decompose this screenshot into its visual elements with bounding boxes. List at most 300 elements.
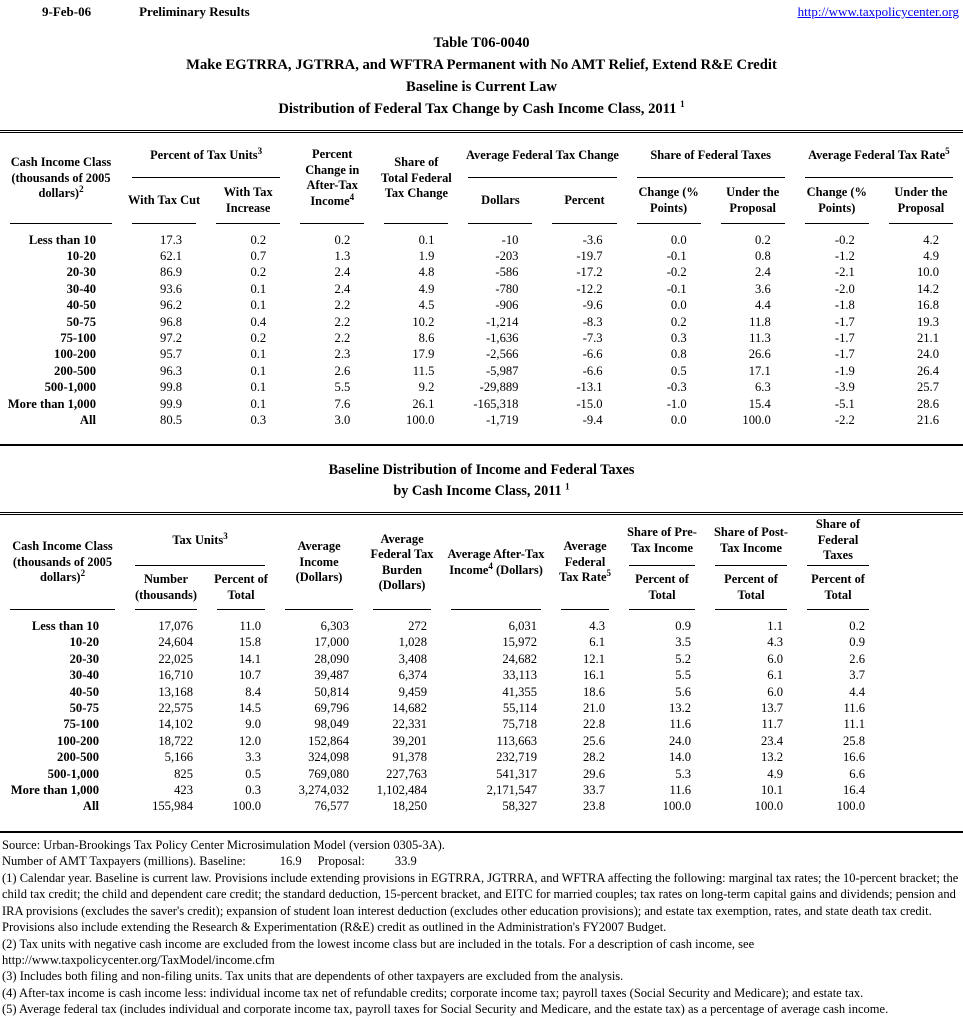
- table-cell: 0.2: [755, 232, 771, 247]
- table-cell: 100.0: [836, 799, 866, 814]
- table-row: [0, 297, 963, 313]
- table-cell: 25.7: [916, 380, 939, 395]
- table-cell: -1.0: [666, 396, 687, 411]
- table-cell: 12.0: [238, 733, 262, 748]
- col-group-share-fed-taxes-2: Share of Federal Taxes: [797, 514, 879, 566]
- table-cell: 6.0: [767, 651, 784, 666]
- table-cell: 0.0: [670, 412, 687, 427]
- table-cell: -19.7: [576, 248, 603, 263]
- baseline-distribution-title: Baseline Distribution of Income and Federal Taxes: [328, 462, 635, 479]
- col-percent-of-total-post: Percent of Total: [705, 566, 797, 610]
- table-cell: 22,025: [158, 651, 193, 666]
- table-cell: 0.9: [675, 618, 692, 633]
- row-label: 100-200: [57, 733, 99, 748]
- table-cell: 0.1: [250, 347, 267, 362]
- table-cell: 26.4: [916, 363, 939, 378]
- table-cell: 272: [408, 618, 428, 633]
- table-cell: 5,166: [164, 750, 193, 765]
- site-link[interactable]: http://www.taxpolicycenter.org: [797, 4, 959, 19]
- col-percent-of-total-fed: Percent of Total: [797, 566, 879, 610]
- table-cell: 0.5: [245, 766, 262, 781]
- table-cell: 5.3: [675, 766, 692, 781]
- table-cell: -1.9: [834, 363, 855, 378]
- baseline-table-header: [0, 514, 963, 610]
- table-cell: -7.3: [582, 330, 603, 345]
- table-cell: -5,987: [485, 363, 519, 378]
- col-group-share-pre-tax-income: Share of Pre-Tax Income: [619, 514, 705, 566]
- footnotes-section: [0, 837, 963, 1018]
- table-cell: 16.4: [842, 782, 866, 797]
- table-row: [0, 346, 963, 362]
- table-cell: 0.8: [670, 347, 687, 362]
- table-cell: 324,098: [308, 750, 350, 765]
- table-cell: 23.4: [760, 733, 784, 748]
- table-row: [0, 766, 963, 782]
- table-cell: 100.0: [232, 799, 262, 814]
- table-cell: 11.5: [412, 363, 435, 378]
- table-cell: 22,331: [392, 717, 428, 732]
- table-cell: 17.9: [412, 347, 435, 362]
- table-cell: 96.8: [160, 314, 183, 329]
- table-cell: 4.3: [589, 618, 606, 633]
- col-with-tax-increase: With Tax Increase: [206, 178, 290, 224]
- table-cell: -29,889: [479, 380, 519, 395]
- table-cell: -6.6: [582, 363, 603, 378]
- table-row: [0, 667, 963, 683]
- table-cell: 100.0: [754, 799, 784, 814]
- table-cell: 14.0: [668, 750, 692, 765]
- table-cell: 152,864: [308, 733, 350, 748]
- table-cell: 96.3: [160, 363, 183, 378]
- table-cell: 10.1: [760, 782, 784, 797]
- table-cell: 99.9: [160, 396, 183, 411]
- amt-proposal-value: 33.9: [394, 854, 417, 869]
- row-label: 500-1,000: [44, 380, 96, 395]
- table-cell: 9,459: [398, 684, 428, 699]
- table-row: [0, 782, 963, 798]
- col-group-avg-fed-tax-change: Average Federal Tax Change: [458, 132, 626, 178]
- table-cell: 3.3: [245, 750, 262, 765]
- source-note: Source: Urban-Brookings Tax Policy Center Microsimulation Model (version 0305-3A).: [2, 837, 445, 852]
- table-cell: 2.6: [849, 651, 866, 666]
- row-label: 200-500: [54, 363, 96, 378]
- table-cell: 15.8: [238, 635, 262, 650]
- row-label: All: [79, 412, 96, 427]
- table2-title-block: [0, 460, 963, 502]
- table-cell: 98,049: [314, 717, 350, 732]
- table-row: [0, 412, 963, 445]
- table-cell: 19.3: [916, 314, 939, 329]
- row-label: 100-200: [54, 347, 96, 362]
- table-cell: 18,250: [392, 799, 428, 814]
- table-cell: 6,031: [508, 618, 538, 633]
- table-cell: 55,114: [502, 700, 538, 715]
- table-cell: 12.1: [582, 651, 606, 666]
- row-label: 75-100: [63, 717, 99, 732]
- table-cell: 76,577: [314, 799, 350, 814]
- table-cell: -780: [495, 281, 519, 296]
- table-cell: -1.7: [834, 314, 855, 329]
- table-cell: 24.0: [668, 733, 692, 748]
- table-cell: -0.1: [666, 248, 687, 263]
- amt-label: Number of AMT Taxpayers (millions). Baseline:: [2, 854, 246, 869]
- table-cell: 2.2: [334, 330, 351, 345]
- table-cell: 11.8: [749, 314, 771, 329]
- row-label: 40-50: [69, 684, 99, 699]
- footnote-2: (2) Tax units with negative cash income are excluded from the lowest income class but are included in the totals. For a description of cash income, see: [2, 936, 755, 951]
- table-cell: 13.2: [760, 750, 784, 765]
- baseline-table-body: [0, 610, 963, 832]
- row-label: More than 1,000: [10, 782, 99, 797]
- col-cash-income-class-2: Cash Income Class (thousands of 2005 dollars)$^2$: [0, 514, 125, 610]
- table1-title-block: [0, 32, 963, 120]
- table-cell: 6.1: [589, 635, 606, 650]
- table-row: [0, 684, 963, 700]
- col-under-proposal-share: Under the Proposal: [711, 178, 795, 224]
- table-cell: 0.2: [250, 330, 267, 345]
- table-cell: 13.7: [760, 700, 784, 715]
- table-cell: 11.7: [761, 717, 784, 732]
- table-cell: 17,000: [314, 635, 350, 650]
- table-row: [0, 314, 963, 330]
- table-cell: 6.1: [767, 668, 784, 683]
- table-cell: 5.5: [675, 668, 692, 683]
- table-cell: 541,317: [496, 766, 538, 781]
- table-cell: 0.7: [250, 248, 267, 263]
- table-cell: 0.1: [250, 380, 267, 395]
- amt-baseline-value: 16.9: [279, 854, 302, 869]
- table-cell: 97.2: [160, 330, 183, 345]
- table-cell: 6.3: [755, 380, 771, 395]
- table-cell: 0.1: [250, 396, 267, 411]
- table-cell: 62.1: [160, 248, 183, 263]
- col-group-percent-tax-units: Percent of Tax Units$^3$: [122, 132, 290, 178]
- table-cell: 11.6: [669, 782, 692, 797]
- table-cell: -1.8: [834, 298, 855, 313]
- col-avg-fed-tax-rate: Average Federal Tax Rate$^5$: [551, 514, 619, 610]
- table-cell: -3.9: [834, 380, 855, 395]
- table-cell: 4.5: [418, 298, 435, 313]
- table-cell: 13,168: [158, 684, 193, 699]
- table-cell: 28.6: [916, 396, 939, 411]
- col-under-proposal-rate: Under the Proposal: [879, 178, 963, 224]
- row-label: 30-40: [69, 668, 99, 683]
- table-row: [0, 651, 963, 667]
- table-cell: 4.8: [418, 265, 435, 280]
- row-label: 50-75: [66, 314, 96, 329]
- table-cell: 0.8: [755, 248, 771, 263]
- table-cell: 5.5: [334, 380, 351, 395]
- table-cell: 11.6: [843, 700, 866, 715]
- col-average-income: Average Income (Dollars): [275, 514, 363, 610]
- table-row: [0, 330, 963, 346]
- table-cell: 11.6: [669, 717, 692, 732]
- table-cell: -3.6: [582, 232, 603, 247]
- table-cell: 39,487: [314, 668, 350, 683]
- table-cell: 0.3: [245, 782, 262, 797]
- table-cell: 33,113: [502, 668, 538, 683]
- table-cell: -9.4: [582, 412, 603, 427]
- table-cell: 14.1: [238, 651, 262, 666]
- table-cell: -12.2: [576, 281, 603, 296]
- table-cell: 11.1: [843, 717, 866, 732]
- table-cell: 39,201: [392, 733, 428, 748]
- table-cell: -6.6: [582, 347, 603, 362]
- table-cell: 13.2: [668, 700, 692, 715]
- table-cell: 3,408: [398, 651, 428, 666]
- table-cell: 2.6: [334, 363, 351, 378]
- table-row: [0, 363, 963, 379]
- table-row: [0, 248, 963, 264]
- table-cell: 100.0: [662, 799, 692, 814]
- tax-change-table-body: [0, 224, 963, 446]
- table-number-title: Table T06-0040: [433, 35, 530, 51]
- table-cell: -2,566: [485, 347, 519, 362]
- table-cell: 423: [174, 782, 193, 797]
- col-cash-income-class: Cash Income Class (thousands of 2005 dollars)$^2$: [0, 132, 122, 224]
- table-cell: 17,076: [158, 618, 193, 633]
- table-cell: 86.9: [160, 265, 183, 280]
- table-cell: 24,604: [158, 635, 193, 650]
- table-cell: 28,090: [314, 651, 350, 666]
- table-cell: 232,719: [496, 750, 538, 765]
- table-cell: 16.8: [916, 298, 939, 313]
- table-cell: -0.2: [834, 232, 855, 247]
- table-cell: 227,763: [386, 766, 428, 781]
- row-label: Less than 10: [28, 232, 96, 247]
- table-cell: 2.4: [334, 281, 351, 296]
- table-cell: 155,984: [152, 799, 193, 814]
- table-cell: 113,663: [496, 733, 538, 748]
- table-row: [0, 700, 963, 716]
- table-row: [0, 224, 963, 248]
- row-label: All: [82, 799, 99, 814]
- col-percent-of-total-pre: Percent of Total: [619, 566, 705, 610]
- table-cell: 93.6: [160, 281, 183, 296]
- page-header: [0, 0, 963, 20]
- table-cell: -13.1: [576, 380, 603, 395]
- table-cell: -1,719: [485, 412, 519, 427]
- table-cell: 18,722: [158, 733, 193, 748]
- table-cell: -17.2: [576, 265, 603, 280]
- table-cell: 1,028: [398, 635, 428, 650]
- row-label: 10-20: [69, 635, 99, 650]
- table-cell: 25.6: [582, 733, 606, 748]
- table-cell: 8.6: [418, 330, 435, 345]
- table-cell: 100.0: [406, 412, 435, 427]
- table-cell: 2.4: [755, 265, 771, 280]
- row-label: 10-20: [66, 248, 96, 263]
- table-cell: -2.0: [834, 281, 855, 296]
- table-cell: 58,327: [502, 799, 538, 814]
- table-cell: 23.8: [582, 799, 606, 814]
- table-cell: 10.0: [916, 265, 939, 280]
- table-cell: 10.2: [412, 314, 435, 329]
- table-cell: 16,710: [158, 668, 193, 683]
- status-label: Preliminary Results: [139, 4, 250, 19]
- table-cell: 33.7: [582, 782, 606, 797]
- table-cell: 3,274,032: [298, 782, 350, 797]
- table-row: [0, 281, 963, 297]
- table-cell: -906: [495, 298, 519, 313]
- table-cell: 25.8: [842, 733, 866, 748]
- table-cell: 4.9: [767, 766, 784, 781]
- table-cell: 0.3: [670, 330, 687, 345]
- col-share-total-fed-tax-change: Share of Total Federal Tax Change: [374, 132, 458, 224]
- table-cell: 0.1: [250, 281, 267, 296]
- table-cell: 0.5: [670, 363, 687, 378]
- table-cell: 16.6: [842, 750, 866, 765]
- table-cell: 24,682: [502, 651, 538, 666]
- footnote-5: (5) Average federal tax (includes individual and corporate income tax, payroll taxes for Social Security and Medicare, and the estate tax) as a percentage of average cash income.: [2, 1002, 889, 1017]
- date-label: 9-Feb-06: [42, 4, 92, 19]
- table-row: [0, 749, 963, 765]
- table-cell: 0.2: [670, 314, 687, 329]
- table-cell: -1,214: [485, 314, 519, 329]
- amt-taxpayers-line: [2, 853, 963, 870]
- table-cell: -2.2: [834, 412, 855, 427]
- table-cell: 17.1: [748, 363, 771, 378]
- col-avg-fed-tax-burden: Average Federal Tax Burden (Dollars): [363, 514, 441, 610]
- tax-change-table: [0, 130, 963, 446]
- table-cell: 11.3: [749, 330, 771, 345]
- table-cell: 0.1: [250, 298, 267, 313]
- col-group-share-fed-taxes: Share of Federal Taxes: [627, 132, 795, 178]
- table-cell: 26.1: [412, 396, 435, 411]
- table-cell: 50,814: [314, 684, 350, 699]
- table-cell: -10: [501, 232, 519, 247]
- table-cell: 21.0: [582, 700, 606, 715]
- table-row: [0, 798, 963, 831]
- table-cell: 0.1: [250, 363, 267, 378]
- table-cell: 4.9: [923, 248, 939, 263]
- table-cell: 22.8: [582, 717, 606, 732]
- table-cell: 4.9: [418, 281, 435, 296]
- table-cell: -0.1: [666, 281, 687, 296]
- table-cell: -0.2: [666, 265, 687, 280]
- table-cell: 28.2: [582, 750, 606, 765]
- table-cell: -2.1: [834, 265, 855, 280]
- row-label: 75-100: [60, 330, 96, 345]
- table-cell: 15,972: [502, 635, 538, 650]
- table-row: [0, 264, 963, 280]
- table-cell: 5.6: [675, 684, 692, 699]
- table-cell: 2.2: [334, 298, 351, 313]
- table-cell: 8.4: [245, 684, 262, 699]
- table-cell: 16.1: [582, 668, 606, 683]
- table-cell: 69,796: [314, 700, 350, 715]
- table-cell: 91,378: [392, 750, 428, 765]
- table-cell: 3.6: [755, 281, 771, 296]
- table-cell: 1,102,484: [376, 782, 428, 797]
- col-number-thousands: Number (thousands): [125, 566, 207, 610]
- table-cell: -15.0: [576, 396, 603, 411]
- table-cell: 41,355: [502, 684, 538, 699]
- table-cell: 769,080: [308, 766, 350, 781]
- table-cell: 4.2: [923, 232, 939, 247]
- table-cell: 0.2: [849, 618, 866, 633]
- table-cell: -9.6: [582, 298, 603, 313]
- table-cell: 0.2: [250, 265, 267, 280]
- table-cell: 24.0: [916, 347, 939, 362]
- col-change-points-share: Change (% Points): [627, 178, 711, 224]
- table-cell: 21.6: [916, 412, 939, 427]
- table-cell: 15.4: [748, 396, 771, 411]
- footnote-4: (4) After-tax income is cash income less: individual income tax net of refundable credits; corporate income tax; payroll taxes (Social Security and Medicare); and estate tax.: [2, 985, 864, 1000]
- footnotes-list: [2, 870, 963, 1018]
- amt-proposal-label: Proposal:: [317, 854, 365, 869]
- col-group-tax-units: Tax Units$^3$: [125, 514, 275, 566]
- table-cell: 0.9: [849, 635, 866, 650]
- table-cell: 3.7: [849, 668, 866, 683]
- table-cell: 17.3: [160, 232, 183, 247]
- table-cell: 2,171,547: [486, 782, 538, 797]
- table-cell: 9.2: [418, 380, 435, 395]
- col-dollars: Dollars: [458, 178, 542, 224]
- table-cell: 95.7: [160, 347, 183, 362]
- table-cell: -1.7: [834, 330, 855, 345]
- table-cell: 1.3: [334, 248, 351, 263]
- col-with-tax-cut: With Tax Cut: [122, 178, 206, 224]
- footnote-2-url: http://www.taxpolicycenter.org/TaxModel/income.cfm: [2, 952, 275, 967]
- table-cell: 825: [174, 766, 193, 781]
- table-cell: 0.4: [250, 314, 267, 329]
- table-cell: 10.7: [238, 668, 262, 683]
- table-cell: 21.1: [916, 330, 939, 345]
- table-cell: 96.2: [160, 298, 183, 313]
- row-label: More than 1,000: [7, 396, 96, 411]
- table-cell: 26.6: [748, 347, 771, 362]
- table-cell: 0.1: [418, 232, 435, 247]
- baseline-distribution-table: [0, 512, 963, 832]
- table-cell: -0.3: [666, 380, 687, 395]
- table-cell: -1,636: [485, 330, 519, 345]
- table-cell: -8.3: [582, 314, 603, 329]
- table-cell: 1.1: [767, 618, 784, 633]
- table-cell: 3.0: [334, 412, 351, 427]
- col-group-avg-fed-tax-rate: Average Federal Tax Rate$^5$: [795, 132, 963, 178]
- table-cell: 100.0: [742, 412, 771, 427]
- col-pct-change-after-tax-income: Percent Change in After-Tax Income$^4$: [290, 132, 374, 224]
- table-cell: 3.5: [675, 635, 692, 650]
- table-cell: 11.0: [239, 618, 262, 633]
- col-group-share-post-tax-income: Share of Post-Tax Income: [705, 514, 797, 566]
- col-percent-of-total-units: Percent of Total: [207, 566, 275, 610]
- table-cell: 2.4: [334, 265, 351, 280]
- distribution-title: Distribution of Federal Tax Change by Cash Income Class, 2011 $^1$: [278, 99, 685, 117]
- table-row: [0, 396, 963, 412]
- table-cell: 6.0: [767, 684, 784, 699]
- table-cell: 14.2: [916, 281, 939, 296]
- footnote-3: (3) Includes both filing and non-filing units. Tax units that are dependents of other taxpayers are excluded from the analysis.: [2, 969, 624, 984]
- table-cell: 14.5: [238, 700, 262, 715]
- col-avg-after-tax-income: Average After-Tax Income$^4$ (Dollars): [441, 514, 551, 610]
- tax-change-table-header: [0, 132, 963, 224]
- row-label: 20-30: [66, 265, 96, 280]
- table-cell: 99.8: [160, 380, 183, 395]
- table-row: [0, 733, 963, 749]
- table-row: [0, 610, 963, 634]
- table-cell: 1.9: [418, 248, 435, 263]
- col-change-points-rate: Change (% Points): [795, 178, 879, 224]
- baseline-title: Baseline is Current Law: [406, 79, 557, 95]
- table-cell: 6,374: [398, 668, 428, 683]
- row-label: Less than 10: [31, 618, 99, 633]
- table-cell: 9.0: [245, 717, 262, 732]
- table-cell: 22,575: [158, 700, 193, 715]
- table-cell: 4.4: [849, 684, 866, 699]
- table-cell: -586: [495, 265, 519, 280]
